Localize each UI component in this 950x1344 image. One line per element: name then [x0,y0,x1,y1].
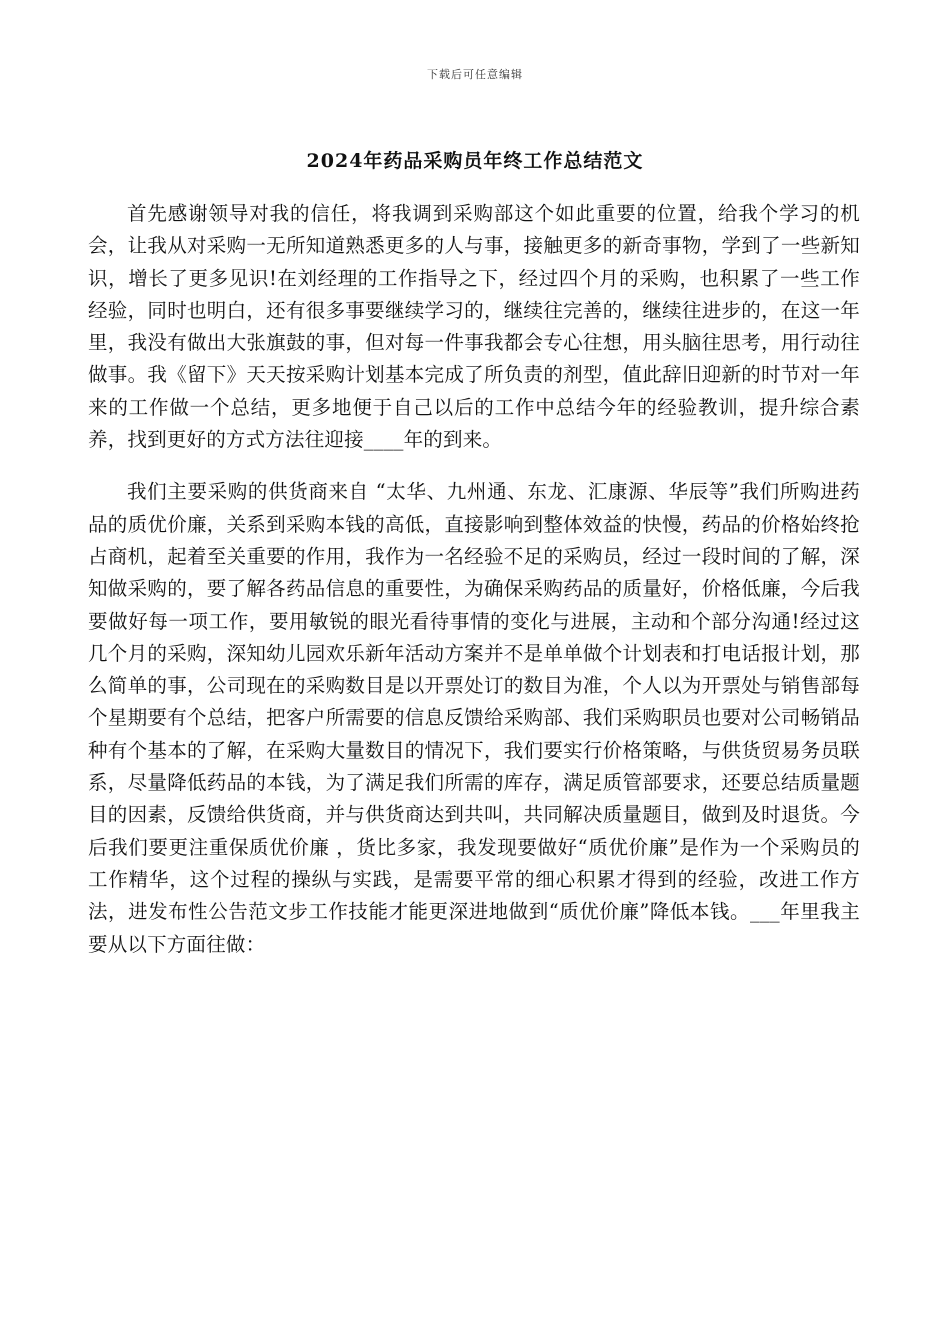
document-title: 2024年药品采购员年终工作总结范文 [306,150,644,172]
document-body [88,198,860,961]
paragraph-2: 我们主要采购的供货商来自 “太华、九州通、东龙、汇康源、华辰等”我们所购进药品的质优价廉，关系到采购本钱的高低，直接影响到整体效益的快慢，药品的价格始终抢占商机，起着至关重要的作用，我作为一名经验不足的采购员，经过一段时间的了解，深知做采购的，要了解各药品信息的重要性，为确保采购药品的质量好，价格低廉，今后我要做好每一项工作，要用敏锐的眼光看待事情的变化与进展，主动和个部分沟通!经过这几个月的采购，深知幼儿园欢乐新年活动方案并不是单单做个计划表和打电话报计划，那么简单的事，公司现在的采购数目是以开票处订的数目为准，个人以为开票处与销售部每个星期要有个总结，把客户所需要的信息反馈给采购部、我们采购职员也要对公司畅销品种有个基本的了解，在采购大量数目的情况下，我们要实行价格策略，与供货贸易务员联系，尽量降低药品的本钱，为了满足我们所需的库存，满足质管部要求，还要总结质量题目的因素，反馈给供货商，并与供货商达到共叫，共同解决质量题目，做到及时退货。今后我们要更注重保质优价廉 ，货比多家，我发现要做好“质优价廉”是作为一个采购员的工作精华，这个过程的操纵与实践，是需要平常的细心积累才得到的经验，改进工作方法，进发布性公告范文步工作技能才能更深进地做到“质优价廉”降低本钱。___年里我主要从以下方面往做： [88,480,860,956]
header-note: 下载后可任意编辑 [427,68,523,81]
paragraph-1: 首先感谢领导对我的信任，将我调到采购部这个如此重要的位置，给我个学习的机会，让我从对采购一无所知道熟悉更多的人与事，接触更多的新奇事物，学到了一些新知识，增长了更多见识!在刘经理的工作指导之下，经过四个月的采购，也积累了一些工作经验，同时也明白，还有很多事要继续学习的，继续往完善的，继续往进步的，在这一年里，我没有做出大张旗鼓的事，但对每一件事我都会专心往想，用头脑往思考，用行动往做事。我《留下》天天按采购计划基本完成了所负责的剂型，值此辞旧迎新的时节对一年来的工作做一个总结，更多地便于自己以后的工作中总结今年的经验教训，提升综合素养，找到更好的方式方法往迎接____年的到来。 [88,202,860,452]
